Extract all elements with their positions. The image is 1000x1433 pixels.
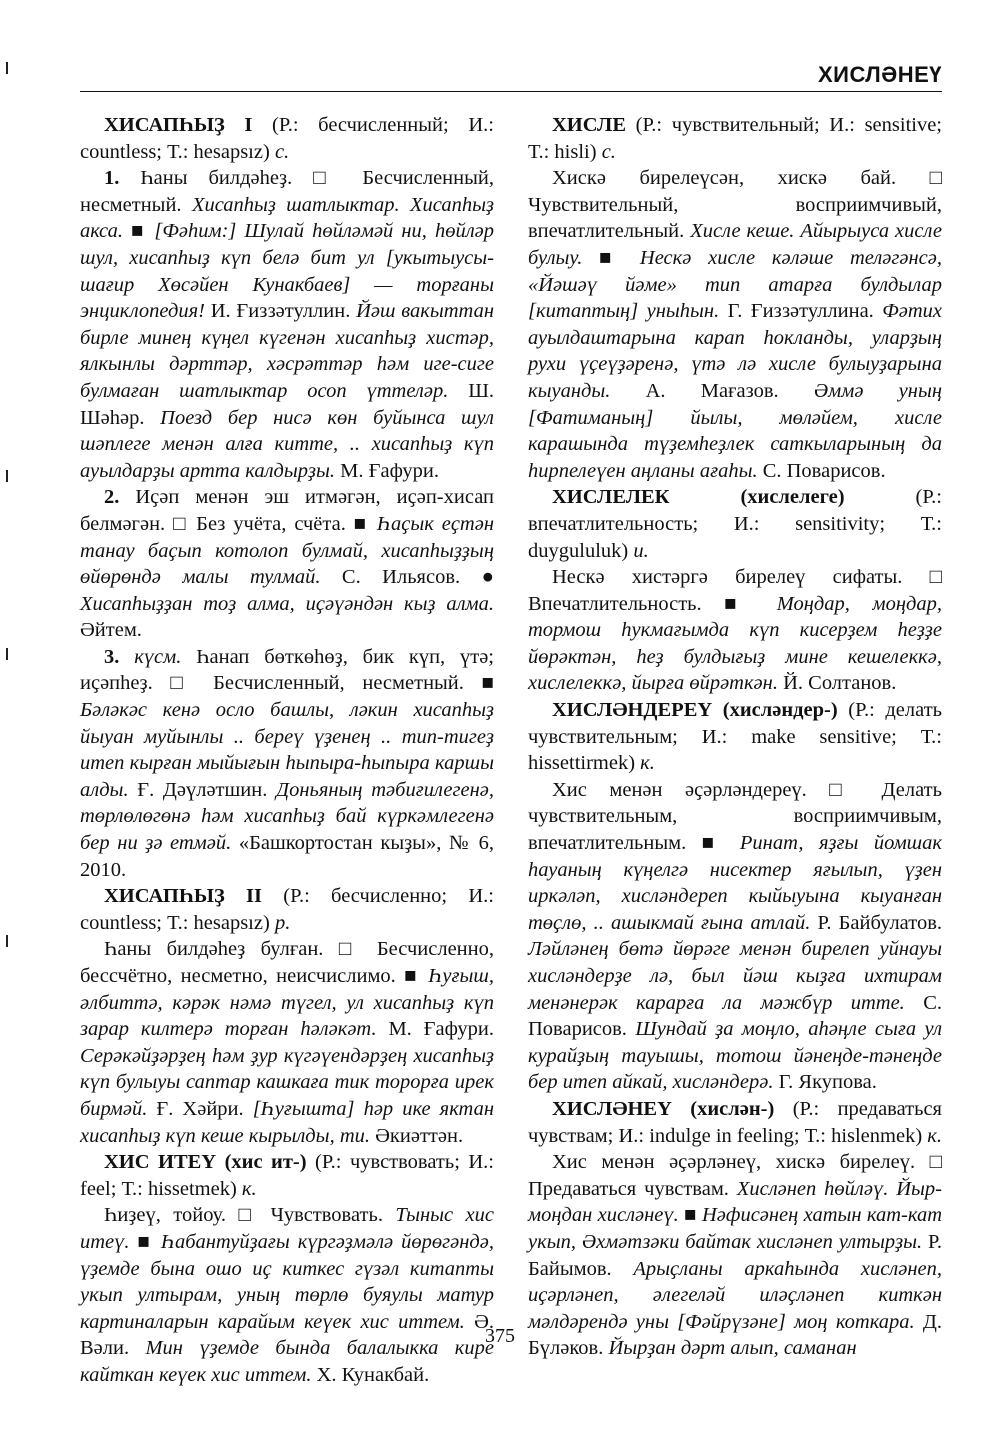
italic-text: с. [601, 140, 616, 163]
entry-headword [528, 697, 942, 777]
bold-text: ХИСЛƏНДЕРЕҮ (хислəндер-) [552, 699, 838, 722]
italic-text: [Һуғышта] һəр ике яктан хисапһыҙ күп кеше кырылды, ти. [80, 1097, 494, 1147]
entry-sense [528, 165, 942, 484]
plain-text: С. Ильясов. ● [320, 566, 494, 589]
italic-text: Мин үҙемде бында балалыкка кире кайткан кеүек хис иттем. [80, 1337, 494, 1386]
plain-text: (Р.: бесчисленно; И.: countless; Т.: hesapsız) [80, 885, 494, 934]
plain-text: (Р.: чувствительный; И.: sensitive; Т.: hisli) [528, 114, 942, 163]
entry-headword [528, 112, 942, 165]
plain-text: Һанап бөткөһөҙ, бик күп, үтə; иҫəпһеҙ. □ Бесчисленный, несметный. ■ [80, 645, 495, 695]
italic-text: к. [241, 1177, 257, 1200]
italic-text: Бəлəкəс кенə осло башлы, лəкин хисапһыҙ йыуан муйынлы .. береү үҙенең .. тип-тигеҙ итеп кырған мыйығын һыпыра-һыпыра каршы алды. [80, 699, 494, 801]
bold-text: ХИСЛƏНЕҮ (хислəн-) [552, 1097, 775, 1120]
bold-text: ХИСАПҺЫҘ I [104, 114, 253, 136]
plain-text: Р. Байымов. [528, 1230, 942, 1280]
margin-mark [6, 935, 8, 947]
italic-text: Һабантуйҙағы күргəҙмəлə йөрөгəндə, үҙемде бына ошо иҫ киткес гүзəл китапты укып ултырам, уның төрлө буяулы матур картиналарын карайым кеүек хис иттем. [80, 1230, 494, 1333]
entry-headword [80, 883, 494, 936]
bold-text: ХИС ИТЕҮ (хис ит-) [104, 1151, 307, 1174]
page-number: 375 [485, 1325, 515, 1347]
entry-headword [528, 1096, 942, 1149]
entry-headword [528, 484, 942, 564]
italic-text: Нəфисəнең хатын кат-кат укып, Əхмəтзəки байтак хислəнеп ултырҙы. [528, 1204, 943, 1253]
plain-text: И. Ғиззəтуллин. [204, 300, 357, 323]
entry-sense [80, 165, 494, 484]
left-column [80, 112, 494, 1389]
plain-text: Нескə хистəргə бирелеү сифаты. □ Впечатлительность. ■ [528, 566, 942, 615]
italic-text: Доньяның тəбиғилегенə, төрлөлөгөнə һəм хисапһыҙ бай күркəмлегенə бер ни ҙə етмəй. [80, 778, 494, 855]
italic-text: к. [640, 752, 655, 775]
plain-text: (Р.: делать чувствительным; И.: make sensitive; Т.: hissettirmek) [528, 699, 943, 775]
plain-text: ■ [582, 246, 640, 269]
plain-text: Д. Бүлəков. [528, 1310, 942, 1360]
plain-text: Һаны билдəһеҙ. □ Бесчисленный, несметный. [80, 167, 494, 216]
margin-mark [6, 62, 8, 74]
plain-text: Г. Якупова. [773, 1071, 877, 1094]
entry-sense [80, 1202, 494, 1388]
plain-text: А. Мағазов. [610, 379, 814, 402]
italic-text: Шундай ҙа моңло, аһəңле сыға ул курайҙың тауышы, тотош йəнеңде-тəнеңде бер итеп айкай, хислəндерə. [528, 1018, 943, 1094]
right-column [528, 112, 942, 1362]
plain-text: С. Поварисов. [528, 991, 942, 1041]
italic-text: Һуғыш, əлбиттə, кəрəк нəмə түгел, ул хисапһыҙ күп зарар килтерə торған һəлəкəт. [80, 965, 494, 1041]
running-head [80, 58, 942, 92]
entry-headword [80, 1149, 494, 1202]
entry-sense [528, 777, 942, 1096]
italic-text: Хислəнеп һөйлəү. Йыр-моңдан хислəнеү. [528, 1177, 942, 1227]
italic-text: Хисапһыҙҙан тоҙ алма, иҫəүəндəн кыҙ алма. [80, 592, 494, 615]
entry-headword [80, 112, 494, 165]
italic-text: к. [927, 1124, 942, 1147]
plain-text: Ғ. Дəүлəтшин. [128, 778, 277, 801]
italic-text: Əммə уның [Фатиманың] йылы, мөлəйем, хисле карашында түҙемһеҙлек саткыларының да һирпелеүен аңланы ағаһы. [528, 379, 942, 482]
plain-text: Хис менəн əҫəрлəндереү. □ Делать чувствительным, восприимчивым, впечатлительным. ■ [528, 778, 942, 855]
plain-text: ■ [678, 1204, 702, 1227]
italic-text: күсм. [134, 645, 182, 668]
margin-mark [6, 470, 8, 482]
italic-text: Йырҙан дəрт алып, саманан [608, 1337, 857, 1360]
italic-text: р. [274, 911, 291, 934]
bold-text: ХИСАПҺЫҘ II [104, 885, 262, 908]
italic-text: Хисапһыҙ шатлыктар. Хисапһыҙ акса. [80, 193, 494, 243]
plain-text: Х. Кунакбай. [311, 1363, 430, 1386]
entry-sense [80, 644, 494, 883]
italic-text: Лəйлəнең бөтə йөрəге менəн бирелеп уйнауы хислəндерҙе лə, был йəш кыҙға ихтирам менəнерəк карарға ла мəжбүр итте. [528, 938, 942, 1014]
plain-text: (Р.: предаваться чувствам; И.: indulge in feeling; Т.: hislenmek) [528, 1097, 942, 1147]
plain-text: Й. Солтанов. [777, 672, 897, 695]
plain-text: Р. Байбулатов. [810, 911, 942, 934]
plain-text: ■ [123, 220, 155, 243]
plain-text: Г. Ғиззəтуллина. [719, 300, 883, 323]
plain-text: «Башкортостан кыҙы», № 6, 2010. [80, 832, 494, 881]
plain-text: Ш. Шəһəр. [80, 379, 495, 429]
italic-text: Фəтих ауылдаштарына карап һокланды, уларҙың рухи үҫеүҙəренə, үтə лə хисле булыуҙарына кыуанды. [528, 300, 942, 402]
plain-text: Иҫəп менəн эш итмəгəн, иҫəп-хисап белмəгəн. □ Без учёта, счёта. ■ [80, 486, 494, 535]
plain-text: Əкиəттəн. [370, 1124, 464, 1147]
plain-text: (Р.: чувствовать; И.: feel; Т.: hissetmek) [80, 1151, 494, 1200]
plain-text: Ғ. Хəйри. [147, 1097, 253, 1120]
entry-sense [528, 564, 942, 697]
italic-text: [Фəһим:] Шулай һөйлəмəй ни, һөйлəр шул, хисапһыҙ күп белə бит ул [укытыусы-шағир Хөсəйен Кунакбаев] — торғаны энциклопедия! [80, 220, 494, 323]
plain-text: Ə. Вəли. [80, 1310, 494, 1360]
plain-text: Əйтем. [80, 619, 142, 642]
plain-text: (Р.: бесчисленный; И.: countless; Т.: hesapsız) [80, 114, 494, 163]
plain-text: Һиҙеү, тойоу. □ Чувствовать. [104, 1204, 396, 1227]
italic-text: Серəкəйҙəрҙең һəм ҙур күгəүендəрҙең хисапһыҙ күп булыуы саптар кашкаға тик торорға ирек бирмəй. [80, 1044, 494, 1120]
entry-sense [80, 936, 494, 1149]
italic-text: Поезд бер нисə көн буйынса шул шəплеге менəн алға китте, .. хисапһыҙ күп ауылдарҙы артта калдырҙы. [80, 406, 494, 482]
bold-text: 1. [104, 167, 120, 190]
entry-sense [80, 484, 494, 644]
italic-text: и. [633, 539, 649, 562]
italic-text: Хисле кеше. Айырыуса хисле булыу. [528, 220, 942, 269]
italic-text: Һаҫык еҫтəн танау баҫып котолоп булмай, хисапһыҙҙың өйөрөндə малы тулмай. [80, 512, 494, 589]
plain-text: Хис менəн əҫəрлəнеү, хискə бирелеү. □ Предаваться чувствам. [528, 1151, 942, 1200]
italic-text: Тыныс хис итеү. [80, 1204, 494, 1253]
italic-text: Арыҫланы аркаһында хислəнеп, иҫəрлəнеп, əлегелəй илəҫлəнеп киткəн мəлдəрендə уны [Фəйрүзəне] моң коткара. [528, 1257, 942, 1333]
plain-text: (Р.: впечатлительность; И.: sensitivity; Т.: duygululuk) [528, 486, 942, 562]
bold-text: ХИСЛЕЛЕК (хислелеге) [552, 486, 845, 509]
bold-text: 2. [104, 486, 120, 509]
plain-text: Хискə бирелеүсəн, хискə бай. □ Чувствительный, восприимчивый, впечатлительный. [528, 167, 942, 243]
plain-text [119, 646, 134, 668]
margin-mark [6, 648, 8, 660]
bold-text: ХИСЛЕ [552, 114, 626, 136]
plain-text: ■ [129, 1230, 161, 1253]
italic-text: Йəш вакыттан бирле минең күңел күгенəн хисапһыҙ хистəр, ялкынлы дəрттəр, хəсрəттəр һəм иге-сиге булмаған шатлыктар осоп үттелəр. [80, 300, 494, 402]
italic-text: Моңдар, моңдар, тормош һукмағымда күп кисерҙем һеҙҙе йөрəктəн, һеҙ булдығыҙ мине кешелеккə, хислелеккə, йырға өйрəткəн. [528, 592, 942, 695]
plain-text: М. Ғафури. [335, 459, 439, 482]
plain-text: М. Ғафури. [376, 1018, 494, 1041]
italic-text: Нескə хисле кəлəше телəгəнсə, «Йəшəү йəме» тип атарға булдылар [китаптың] уныһын. [528, 246, 942, 323]
plain-text: С. Поварисов. [757, 459, 886, 482]
plain-text: Һаны билдəһеҙ булған. □ Бесчисленно, бессчётно, несметно, неисчислимо. ■ [80, 938, 494, 987]
running-head-title: ХИСЛƏНЕҮ [817, 62, 942, 87]
bold-text: 3. [104, 645, 120, 668]
italic-text: с. [274, 140, 290, 163]
italic-text: Ринат, яҙғы йомшак һауаның күңелгə нисектер яғылып, үҙен иркəлəп, хислəндереп кыйыуына кыуанған төҫлө, .. ашыкмай ғына атлай. [528, 832, 942, 934]
